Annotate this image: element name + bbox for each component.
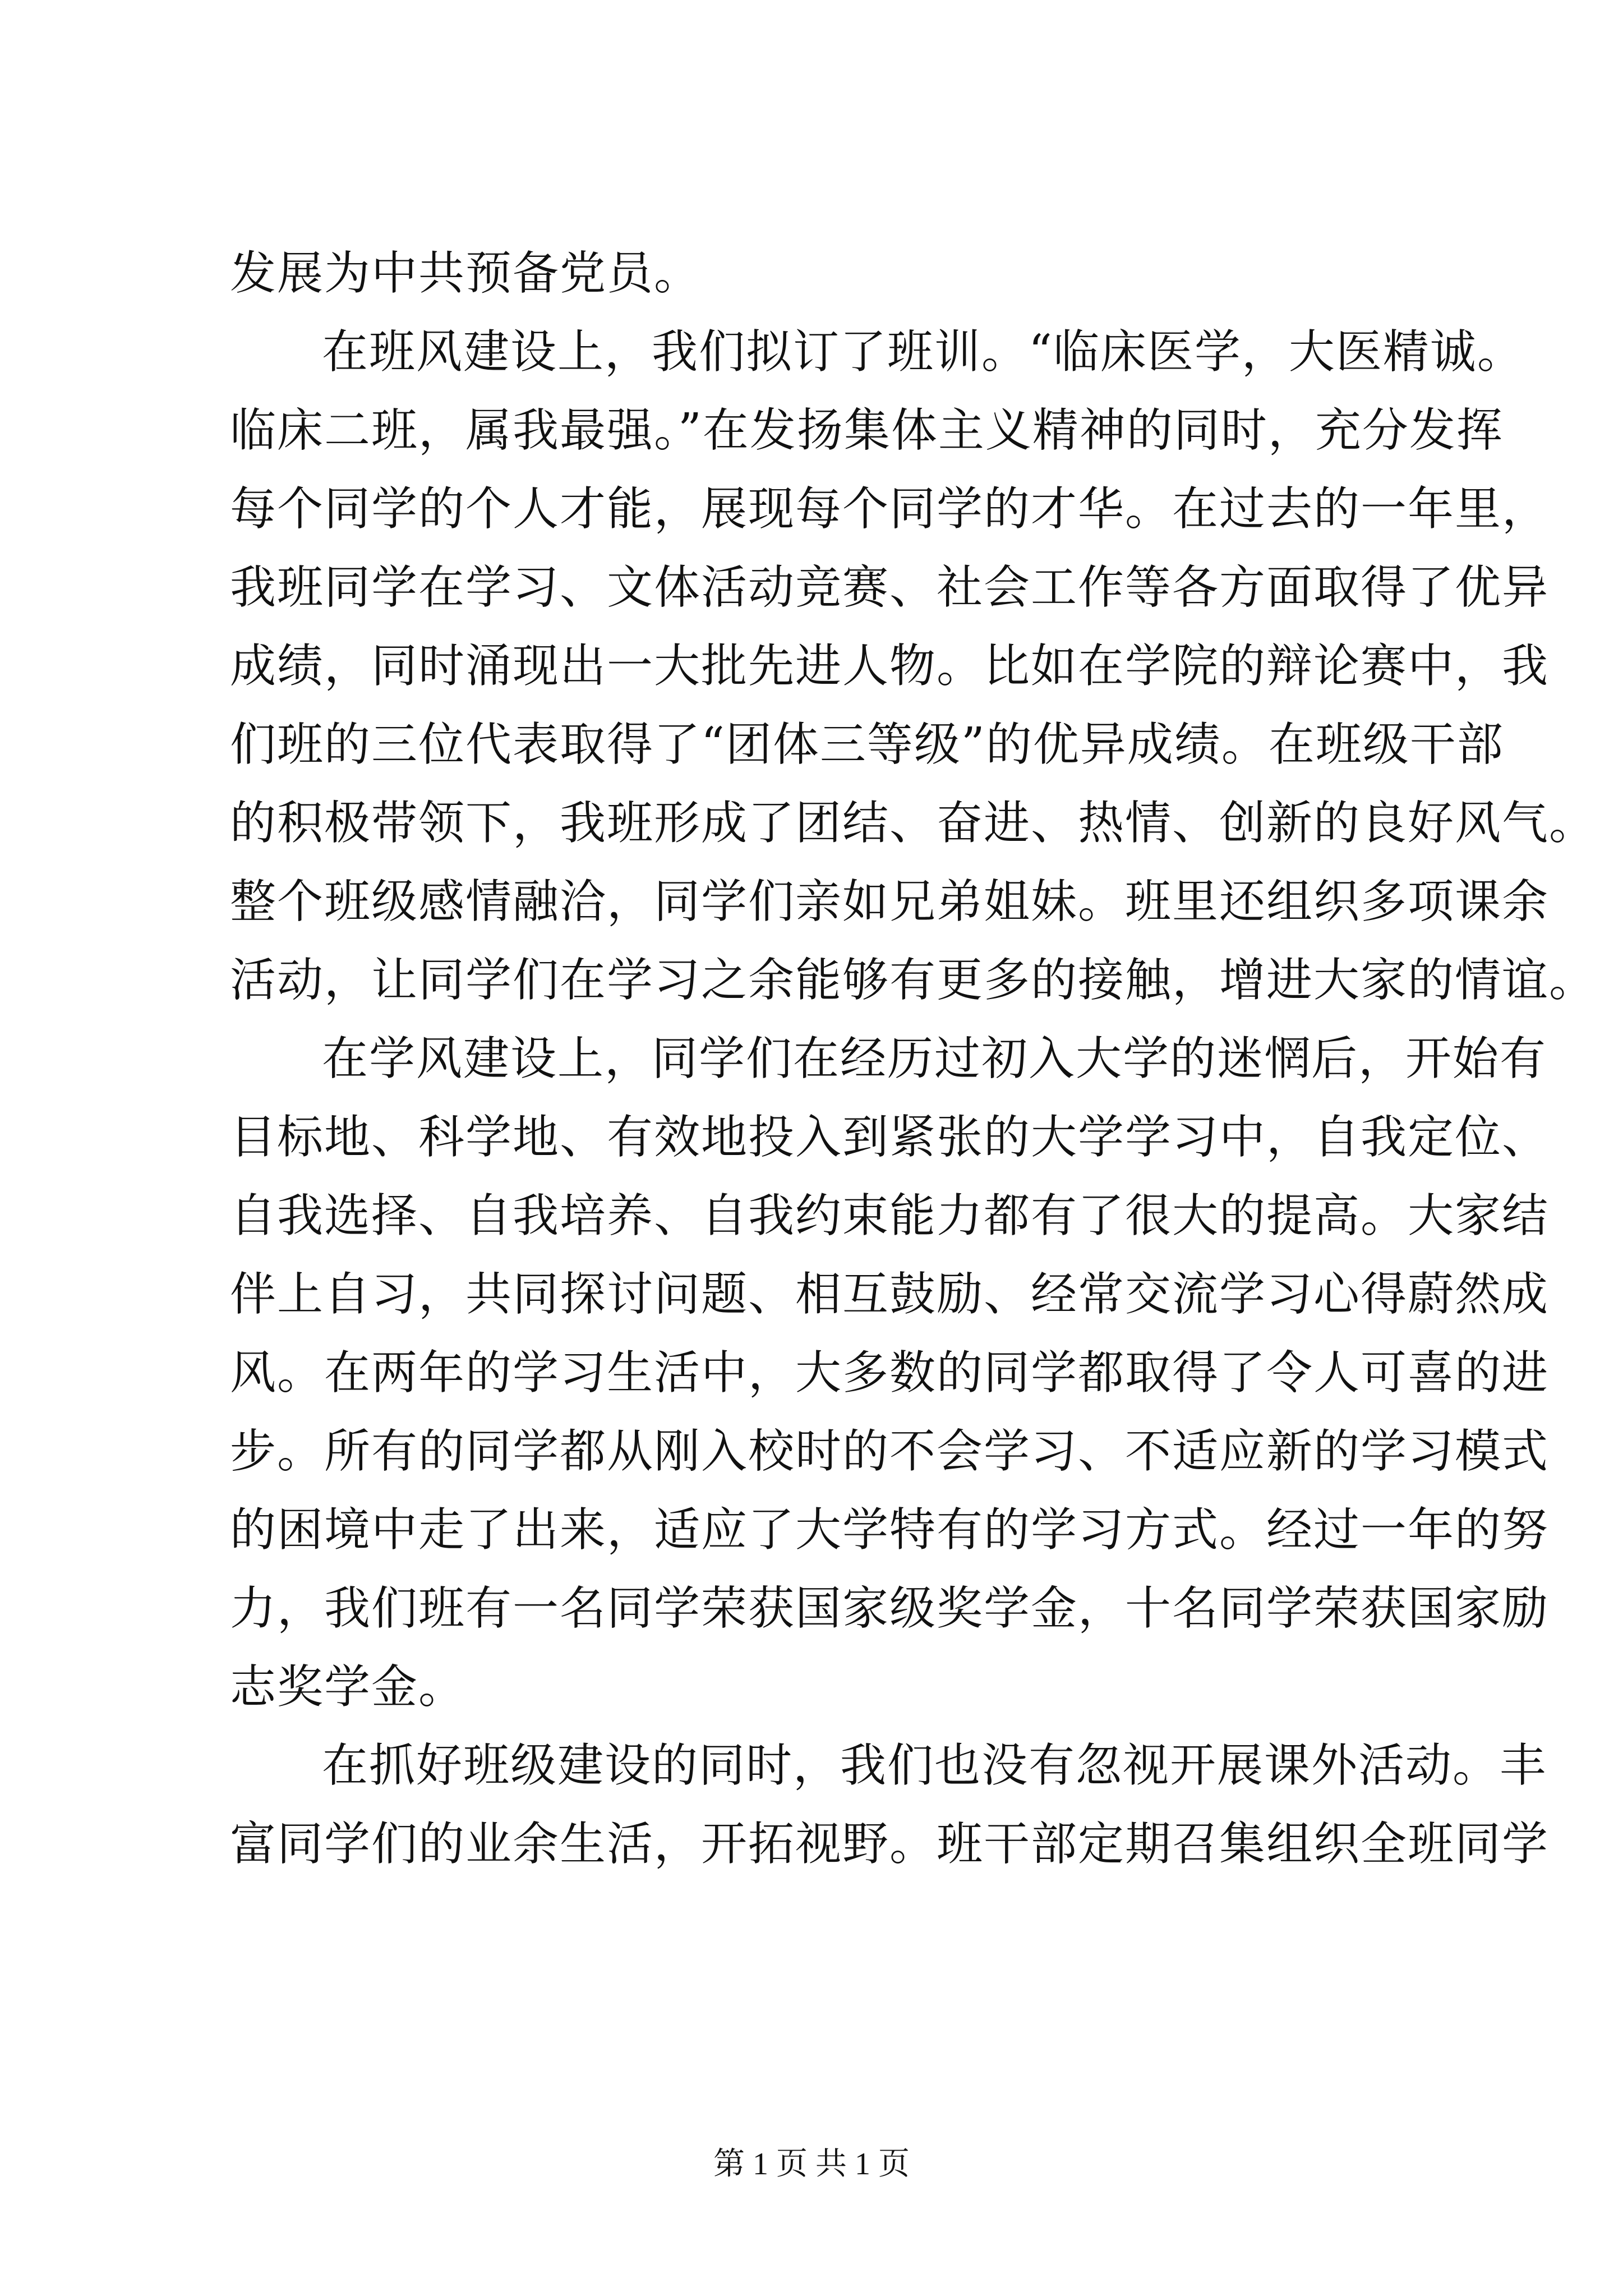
text-line: 目标地、科学地、有效地投入到紧张的大学学习中，自我定位、 [230, 1111, 1550, 1164]
paragraph-start-line: 在抓好班级建设的同时，我们也没有忽视开展课外活动。丰 [322, 1739, 1547, 1792]
text-line: 每个同学的个人才能，展现每个同学的才华。在过去的一年里， [230, 482, 1550, 536]
text-line: 风。在两年的学习生活中，大多数的同学都取得了令人可喜的进 [230, 1346, 1550, 1400]
text-line: 自我选择、自我培养、自我约束能力都有了很大的提高。大家结 [230, 1189, 1550, 1243]
text-line: 临床二班，属我最强。”在发扬集体主义精神的同时，充分发挥 [230, 404, 1504, 457]
text-line: 伴上自习，共同探讨问题、相互鼓励、经常交流学习心得蔚然成 [230, 1268, 1550, 1321]
text-line: 的积极带领下，我班形成了团结、奋进、热情、创新的良好风气。 [230, 797, 1597, 850]
paragraph-start-line: 在学风建设上，同学们在经历过初入大学的迷惘后，开始有 [322, 1032, 1547, 1085]
paragraph-start-line: 在班风建设上，我们拟订了班训。“临床医学，大医精诚。 [322, 325, 1524, 379]
text-line: 力，我们班有一名同学荣获国家级奖学金，十名同学荣获国家励 [230, 1582, 1550, 1635]
text-line: 志奖学金。 [230, 1660, 466, 1714]
text-line: 的困境中走了出来，适应了大学特有的学习方式。经过一年的努 [230, 1503, 1550, 1557]
text-line: 步。所有的同学都从刚入校时的不会学习、不适应新的学习模式 [230, 1425, 1550, 1478]
text-line: 富同学们的业余生活，开拓视野。班干部定期召集组织全班同学 [230, 1818, 1550, 1871]
text-line: 我班同学在学习、文体活动竞赛、社会工作等各方面取得了优异 [230, 561, 1550, 614]
page-number-footer: 第 1 页 共 1 页 [713, 2147, 910, 2182]
text-line: 整个班级感情融洽，同学们亲如兄弟姐妹。班里还组织多项课余 [230, 875, 1550, 928]
text-line: 活动，让同学们在学习之余能够有更多的接触，增进大家的情谊。 [230, 954, 1597, 1007]
text-line: 发展为中共预备党员。 [230, 247, 702, 300]
text-line: 成绩，同时涌现出一大批先进人物。比如在学院的辩论赛中，我 [230, 639, 1550, 693]
text-line: 们班的三位代表取得了“团体三等级”的优异成绩。在班级干部 [230, 718, 1504, 771]
